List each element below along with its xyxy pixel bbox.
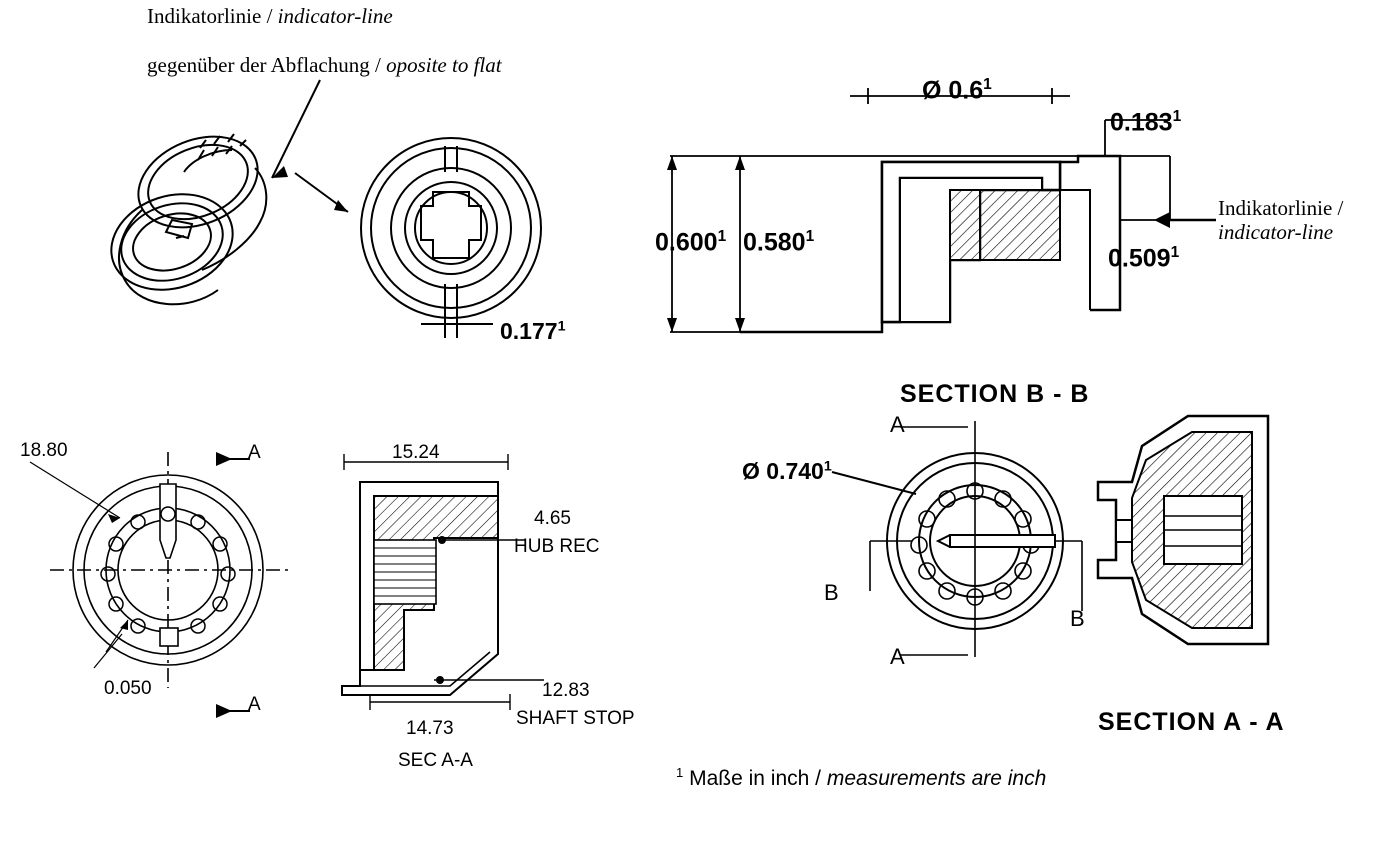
marker-a-bottom-right: A (890, 644, 905, 669)
annotation-opposite-flat-de: gegenüber der Abflachung (147, 53, 370, 77)
dimension-0177: 0.177$^1$ (500, 318, 566, 344)
label-hub-rec: HUB REC (514, 536, 600, 557)
dimension-465: 4.65 (534, 508, 571, 529)
label-section-a-top: A (248, 442, 261, 463)
label-section-a-bottom: A (248, 694, 261, 715)
callout-indicator-line-right (1218, 196, 1343, 244)
marker-b-left: B (824, 580, 839, 605)
annotation-indicator-line-en: indicator-line (277, 4, 393, 28)
label-sec-aa: SEC A-A (398, 750, 473, 771)
knob-front-view (333, 128, 573, 348)
annotation-indicator-line-de: Indikatorlinie (147, 4, 262, 28)
annotation-opposite-flat (147, 53, 502, 77)
dimension-0050: 0.050 (104, 678, 152, 699)
knob-isometric-view (80, 120, 290, 320)
callout-indicator-line-en: indicator-line (1218, 220, 1334, 245)
dimension-0509: 0.509$^1$ (1108, 244, 1180, 273)
dimension-0580: 0.580$^1$ (743, 228, 815, 257)
leader-arrow-indicator-right (1148, 208, 1218, 232)
title-section-aa: SECTION A - A (1098, 708, 1285, 736)
dimension-1473: 14.73 (406, 718, 454, 739)
footnote-marker: 1 (676, 765, 684, 780)
dimension-0183: 0.183$^1$ (1110, 108, 1182, 137)
marker-b-right: B (1070, 606, 1085, 631)
title-section-bb: SECTION B - B (900, 380, 1090, 408)
annotation-separator-2: / (375, 53, 381, 77)
footnote-separator: / (815, 767, 821, 790)
section-aa-side-view (1080, 400, 1310, 670)
footnote (676, 766, 1046, 791)
dimension-diameter-06: Ø $0.6^1$ (922, 76, 992, 105)
label-shaft-stop: SHAFT STOP (516, 708, 635, 729)
annotation-indicator-line (147, 4, 393, 28)
annotation-separator: / (266, 4, 273, 28)
footnote-text-en: measurements are inch (826, 767, 1047, 790)
annotation-opposite-flat-en: oposite to flat (386, 53, 502, 77)
marker-a-top-right: A (890, 412, 905, 437)
front-view-bottom-left (10, 430, 340, 730)
leader-line-0740 (830, 468, 920, 498)
dimension-1880: 18.80 (20, 440, 68, 461)
dimension-1283: 12.83 (542, 680, 590, 701)
dimension-0600: 0.600$^1$ (655, 228, 727, 257)
section-bb-front-view (850, 405, 1100, 665)
callout-indicator-line-de: Indikatorlinie / (1218, 196, 1344, 220)
footnote-text-de: Maße in inch (689, 767, 810, 790)
dimension-1524: 15.24 (392, 442, 440, 463)
dimension-0740: Ø 0.740$^1$ (742, 458, 832, 484)
